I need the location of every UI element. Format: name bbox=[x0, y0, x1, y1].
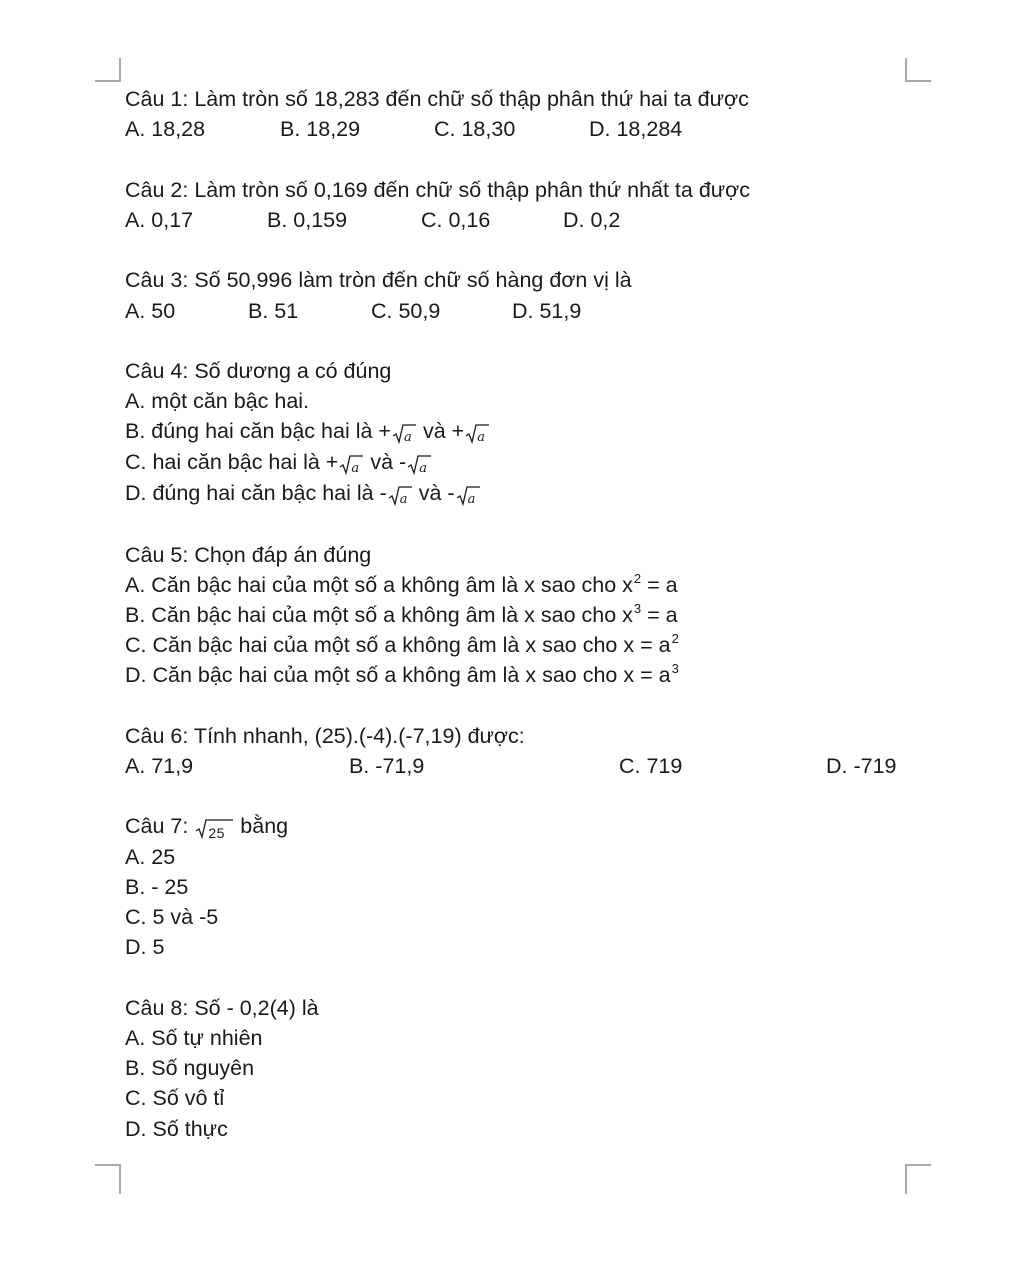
sqrt-25-icon: 25 bbox=[195, 813, 233, 843]
q5-option-d: D. Căn bậc hai của một số a không âm là x sao cho $x = a^3$ bbox=[125, 661, 679, 687]
q6-option-d: D. -719 bbox=[826, 754, 897, 778]
q4-option-b bbox=[125, 416, 490, 448]
q2-option-c: C. 0,16 bbox=[421, 208, 491, 232]
q5-option-b: B. Căn bậc hai của một số a không âm là x sao cho $x^3 = a$ bbox=[125, 601, 678, 627]
q8-option-b: B. Số nguyên bbox=[125, 1056, 255, 1080]
q4-option-b-mid: và bbox=[416, 419, 452, 443]
sqrt-a-icon: a bbox=[392, 418, 416, 448]
sqrt-a-icon: a bbox=[407, 449, 431, 479]
q4-option-b-sign-1: + bbox=[378, 419, 391, 443]
q4-option-b-sign-2: + bbox=[451, 419, 465, 443]
sqrt-a-icon: a bbox=[388, 480, 412, 510]
q4-option-a: A. một căn bậc hai. bbox=[125, 389, 310, 413]
q4-option-c-mid: và bbox=[364, 450, 400, 474]
question-3: Câu 3: Số 50,996 làm tròn đến chữ số hàng đơn vị là bbox=[125, 268, 632, 292]
q6-option-c: C. 719 bbox=[619, 754, 683, 778]
q5-option-a: A. Căn bậc hai của một số a không âm là x sao cho $x^2 = a$ bbox=[125, 571, 678, 597]
question-6: Câu 6: Tính nhanh, (25).(-4).(-7,19) được: bbox=[125, 724, 525, 748]
q4-option-c-sign-1: + bbox=[325, 450, 339, 474]
q4-option-d-mid: và bbox=[412, 481, 448, 505]
q4-option-b-text: B. đúng hai căn bậc hai là bbox=[125, 419, 379, 443]
q5-option-c: C. Căn bậc hai của một số a không âm là x sao cho $x = a^2$ bbox=[125, 631, 679, 657]
crop-mark-bottom-right bbox=[905, 1164, 931, 1194]
q2-option-d: D. 0,2 bbox=[563, 208, 621, 232]
q8-option-d: D. Số thực bbox=[125, 1117, 228, 1141]
q3-option-d: D. 51,9 bbox=[512, 299, 582, 323]
q3-option-a: A. 50 bbox=[125, 299, 176, 323]
q4-option-c-text: C. hai căn bậc hai là bbox=[125, 450, 326, 474]
q7-option-d: D. 5 bbox=[125, 935, 165, 959]
q2-option-a: A. 0,17 bbox=[125, 208, 194, 232]
question-8: Câu 8: Số - 0,2(4) là bbox=[125, 996, 319, 1020]
q4-option-d bbox=[125, 478, 481, 510]
q6-option-a: A. 71,9 bbox=[125, 754, 194, 778]
crop-mark-top-right bbox=[905, 58, 931, 82]
q1-option-c: C. 18,30 bbox=[434, 117, 516, 141]
crop-mark-bottom-left bbox=[95, 1164, 121, 1194]
q7-option-b: B. - 25 bbox=[125, 875, 189, 899]
question-7: Câu 7: 25 bằng bbox=[125, 814, 289, 841]
q7-option-a: A. 25 bbox=[125, 845, 176, 869]
q3-option-c: C. 50,9 bbox=[371, 299, 441, 323]
question-2: Câu 2: Làm tròn số 0,169 đến chữ số thập phân thứ nhất ta được bbox=[125, 178, 751, 202]
question-5: Câu 5: Chọn đáp án đúng bbox=[125, 543, 372, 567]
sqrt-a-icon: a bbox=[339, 449, 363, 479]
q8-option-c: C. Số vô tỉ bbox=[125, 1086, 225, 1110]
q4-option-d-text: D. đúng hai căn bậc hai là bbox=[125, 481, 380, 505]
q1-option-a: A. 18,28 bbox=[125, 117, 206, 141]
question-1: Câu 1: Làm tròn số 18,283 đến chữ số thập phân thứ hai ta được bbox=[125, 87, 749, 111]
crop-mark-top-left bbox=[95, 58, 121, 82]
q4-option-d-sign-2: - bbox=[447, 481, 455, 505]
q8-option-a: A. Số tự nhiên bbox=[125, 1026, 263, 1050]
sqrt-a-icon: a bbox=[465, 418, 489, 448]
q1-option-d: D. 18,284 bbox=[589, 117, 683, 141]
q3-option-b: B. 51 bbox=[248, 299, 299, 323]
q2-option-b: B. 0,159 bbox=[267, 208, 348, 232]
q6-option-b: B. -71,9 bbox=[349, 754, 425, 778]
q7-option-c: C. 5 và -5 bbox=[125, 905, 219, 929]
sqrt-a-icon: a bbox=[456, 480, 480, 510]
q4-option-c bbox=[125, 447, 432, 479]
q1-option-b: B. 18,29 bbox=[280, 117, 361, 141]
q4-option-c-sign-2: - bbox=[399, 450, 407, 474]
q4-option-d-sign-1: - bbox=[379, 481, 387, 505]
question-4: Câu 4: Số dương a có đúng bbox=[125, 359, 392, 383]
